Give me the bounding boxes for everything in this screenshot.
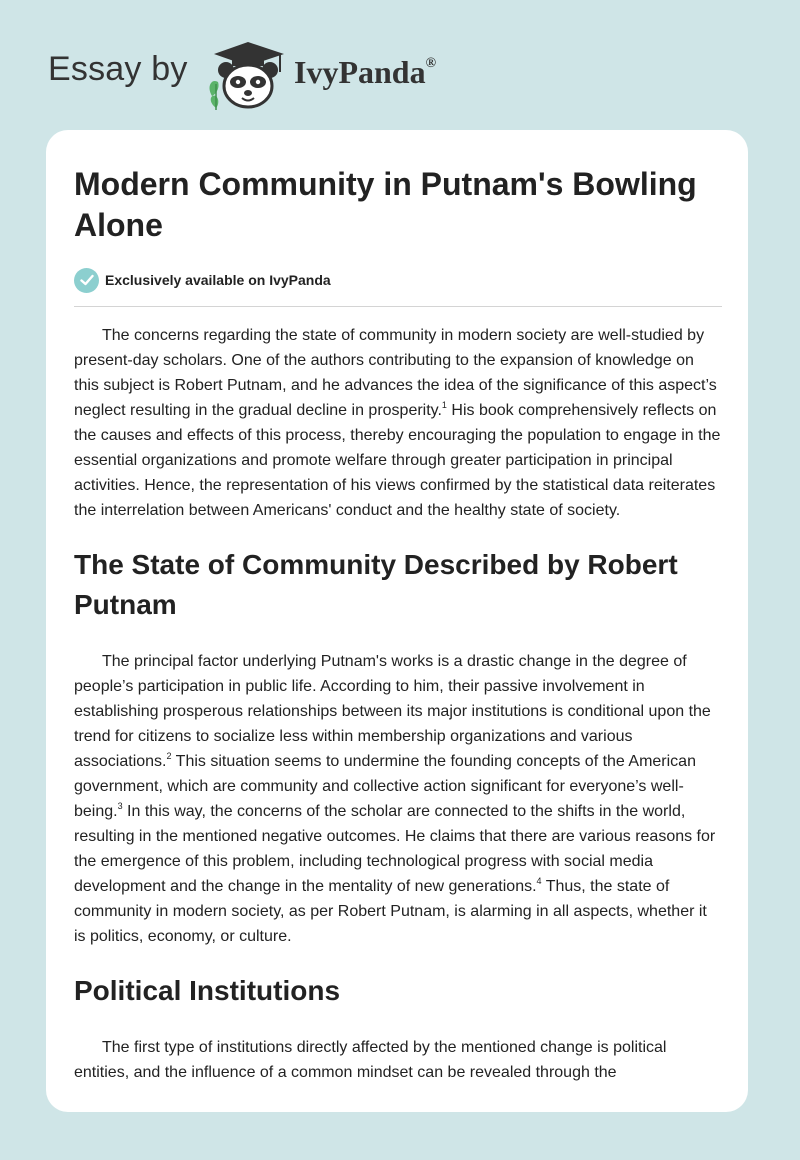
essay-by-label: Essay by [48,50,188,88]
footnote-ref-4[interactable]: 4 [536,875,542,886]
exclusive-badge [74,266,722,294]
political-paragraph: The first type of institutions directly affected by the mentioned change is political entities, and the influence of a common mindset can be revealed through the [74,1039,667,1081]
footnote-ref-2[interactable]: 2 [166,750,172,761]
state-paragraph: The principal factor underlying Putnam's works is a drastic change in the degree of people’s participation in public life. According to him, their passive involvement in establishing prosperous relationships between its major institutions is conditional upon the trend for citizens to socialize less within membership organizations and various associations.$^2$ This situation seems to undermine the founding concepts of the American government, which are community and collective action significant for everyone’s well-being.$^3$ In this way, the concerns of the scholar are connected to the shifts in the world, resulting in the mentioned negative outcomes. He claims that there are various reasons for the emergence of this problem, including technological progress with social media development and the change in the mentality of new generations.$^4$ Thus, the state of community in modern society, as per Robert Putnam, is alarming in all aspects, whether it is politics, economy, or culture. [74,653,716,945]
footnote-ref-1[interactable]: 1 [441,399,447,410]
intro-paragraph: The concerns regarding the state of community in modern society are well-studied by present-day scholars. One of the authors contributing to the expansion of knowledge on this subject is Robert Putnam, and he advances the idea of the significance of this aspect’s neglect resulting in the gradual decline in prosperity.$^1$ His book comprehensively reflects on the causes and effects of this process, thereby encouraging the population to engage in the essential organizations and promote welfare through greater participation in principal activities. Hence, the representation of his views confirmed by the statistical data reiterates the interrelation between Americans' conduct and the healthy state of society. [74,327,721,519]
brand-name[interactable]: IvyPanda® [294,54,437,90]
essay-card [46,130,748,1112]
footnote-ref-3[interactable]: 3 [117,800,123,811]
site-header [48,36,488,108]
essay-title: Modern Community in Putnam's Bowling Alone [74,166,697,243]
check-circle-icon [74,268,99,293]
section-heading-state: The State of Community Described by Robert Putnam [74,549,678,620]
title-divider [74,306,722,307]
exclusive-label: Exclusively available on IvyPanda [105,272,331,288]
registered-mark: ® [425,56,437,71]
section-heading-political: Political Institutions [74,975,341,1006]
panda-logo-icon[interactable] [204,38,288,110]
